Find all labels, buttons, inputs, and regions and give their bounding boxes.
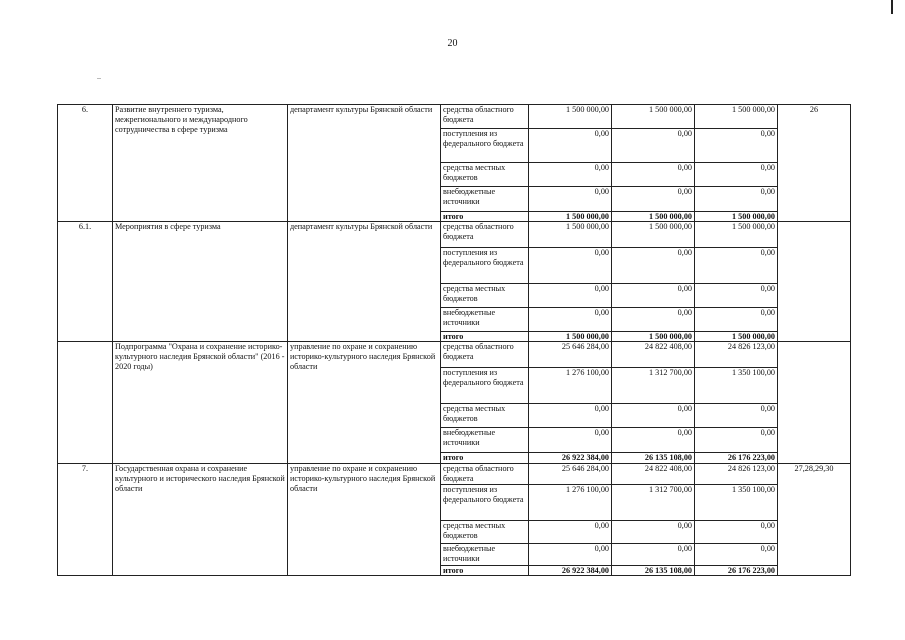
- funding-source: средства местных бюджетов: [441, 404, 529, 428]
- amount-year-2: 1 500 000,00: [612, 212, 695, 222]
- amount-year-1: 1 276 100,00: [529, 368, 612, 404]
- amount-year-3: 26 176 223,00: [695, 453, 778, 464]
- funding-source: поступления из федерального бюджета: [441, 485, 529, 521]
- indicator-numbers: [778, 222, 851, 342]
- amount-year-2: 0,00: [612, 521, 695, 544]
- table-row: [58, 105, 851, 129]
- executor-name: департамент культуры Брянской области: [288, 222, 441, 342]
- amount-year-3: 26 176 223,00: [695, 566, 778, 576]
- event-name: Развитие внутреннего туризма, межрегионального и международного сотрудничества в сфере туризма: [113, 105, 288, 222]
- funding-source: итого: [441, 212, 529, 222]
- amount-year-3: 0,00: [695, 544, 778, 566]
- funding-source: внебюджетные источники: [441, 544, 529, 566]
- funding-source: итого: [441, 332, 529, 342]
- funding-source: поступления из федерального бюджета: [441, 248, 529, 284]
- amount-year-2: 0,00: [612, 404, 695, 428]
- funding-source: средства местных бюджетов: [441, 284, 529, 308]
- amount-year-1: 0,00: [529, 187, 612, 212]
- table-row: [58, 222, 851, 248]
- funding-source: внебюджетные источники: [441, 308, 529, 332]
- table-row: [58, 464, 851, 485]
- amount-year-1: 1 276 100,00: [529, 485, 612, 521]
- row-number: [58, 342, 113, 464]
- amount-year-3: 0,00: [695, 404, 778, 428]
- amount-year-3: 1 500 000,00: [695, 212, 778, 222]
- funding-source: внебюджетные источники: [441, 428, 529, 453]
- amount-year-3: 24 826 123,00: [695, 464, 778, 485]
- executor-name: управление по охране и сохранению историко-культурного наследия Брянской области: [288, 464, 441, 576]
- amount-year-1: 26 922 384,00: [529, 453, 612, 464]
- executor-name: департамент культуры Брянской области: [288, 105, 441, 222]
- event-name: Государственная охрана и сохранение культурного и исторического наследия Брянской области: [113, 464, 288, 576]
- amount-year-2: 0,00: [612, 248, 695, 284]
- funding-source: итого: [441, 566, 529, 576]
- amount-year-2: 0,00: [612, 284, 695, 308]
- amount-year-1: 0,00: [529, 404, 612, 428]
- amount-year-3: 0,00: [695, 428, 778, 453]
- funding-source: поступления из федерального бюджета: [441, 368, 529, 404]
- amount-year-1: 25 646 284,00: [529, 464, 612, 485]
- amount-year-1: 1 500 000,00: [529, 222, 612, 248]
- amount-year-2: 0,00: [612, 544, 695, 566]
- funding-source: итого: [441, 453, 529, 464]
- amount-year-1: 0,00: [529, 428, 612, 453]
- scan-artifact: [97, 78, 101, 79]
- amount-year-3: 24 826 123,00: [695, 342, 778, 368]
- table-row: [58, 342, 851, 368]
- row-number: 7.: [58, 464, 113, 576]
- amount-year-2: 1 500 000,00: [612, 222, 695, 248]
- amount-year-3: 1 350 100,00: [695, 485, 778, 521]
- amount-year-3: 0,00: [695, 284, 778, 308]
- funding-source: средства областного бюджета: [441, 464, 529, 485]
- event-name: Подпрограмма "Охрана и сохранение историко-культурного наследия Брянской области" (2016 - 2020 годы): [113, 342, 288, 464]
- amount-year-3: 0,00: [695, 521, 778, 544]
- funding-source: средства областного бюджета: [441, 342, 529, 368]
- amount-year-2: 1 312 700,00: [612, 485, 695, 521]
- amount-year-3: 1 500 000,00: [695, 105, 778, 129]
- indicator-numbers: 26: [778, 105, 851, 222]
- amount-year-3: 0,00: [695, 129, 778, 163]
- funding-source: средства местных бюджетов: [441, 521, 529, 544]
- funding-source: средства областного бюджета: [441, 105, 529, 129]
- amount-year-2: 0,00: [612, 308, 695, 332]
- amount-year-1: 0,00: [529, 248, 612, 284]
- amount-year-2: 24 822 408,00: [612, 464, 695, 485]
- amount-year-1: 1 500 000,00: [529, 105, 612, 129]
- amount-year-3: 0,00: [695, 308, 778, 332]
- indicator-numbers: [778, 342, 851, 464]
- amount-year-1: 0,00: [529, 544, 612, 566]
- amount-year-3: 0,00: [695, 187, 778, 212]
- amount-year-3: 0,00: [695, 248, 778, 284]
- budget-table: [57, 104, 851, 576]
- amount-year-1: 1 500 000,00: [529, 212, 612, 222]
- budget-table-body: [58, 105, 851, 576]
- amount-year-1: 0,00: [529, 521, 612, 544]
- executor-name: управление по охране и сохранению историко-культурного наследия Брянской области: [288, 342, 441, 464]
- row-number: 6.: [58, 105, 113, 222]
- amount-year-1: 0,00: [529, 129, 612, 163]
- amount-year-3: 0,00: [695, 163, 778, 187]
- amount-year-1: 1 500 000,00: [529, 332, 612, 342]
- amount-year-2: 0,00: [612, 428, 695, 453]
- amount-year-2: 26 135 108,00: [612, 453, 695, 464]
- scan-edge-mark: [891, 0, 893, 14]
- amount-year-1: 25 646 284,00: [529, 342, 612, 368]
- amount-year-1: 0,00: [529, 308, 612, 332]
- amount-year-1: 26 922 384,00: [529, 566, 612, 576]
- amount-year-1: 0,00: [529, 163, 612, 187]
- amount-year-2: 1 312 700,00: [612, 368, 695, 404]
- page-number: 20: [447, 38, 458, 49]
- funding-source: поступления из федерального бюджета: [441, 129, 529, 163]
- amount-year-3: 1 350 100,00: [695, 368, 778, 404]
- indicator-numbers: 27,28,29,30: [778, 464, 851, 576]
- event-name: Мероприятия в сфере туризма: [113, 222, 288, 342]
- amount-year-1: 0,00: [529, 284, 612, 308]
- amount-year-2: 26 135 108,00: [612, 566, 695, 576]
- funding-source: внебюджетные источники: [441, 187, 529, 212]
- amount-year-3: 1 500 000,00: [695, 332, 778, 342]
- amount-year-2: 24 822 408,00: [612, 342, 695, 368]
- row-number: 6.1.: [58, 222, 113, 342]
- amount-year-2: 0,00: [612, 129, 695, 163]
- amount-year-2: 0,00: [612, 163, 695, 187]
- funding-source: средства областного бюджета: [441, 222, 529, 248]
- amount-year-2: 0,00: [612, 187, 695, 212]
- amount-year-2: 1 500 000,00: [612, 332, 695, 342]
- amount-year-2: 1 500 000,00: [612, 105, 695, 129]
- funding-source: средства местных бюджетов: [441, 163, 529, 187]
- amount-year-3: 1 500 000,00: [695, 222, 778, 248]
